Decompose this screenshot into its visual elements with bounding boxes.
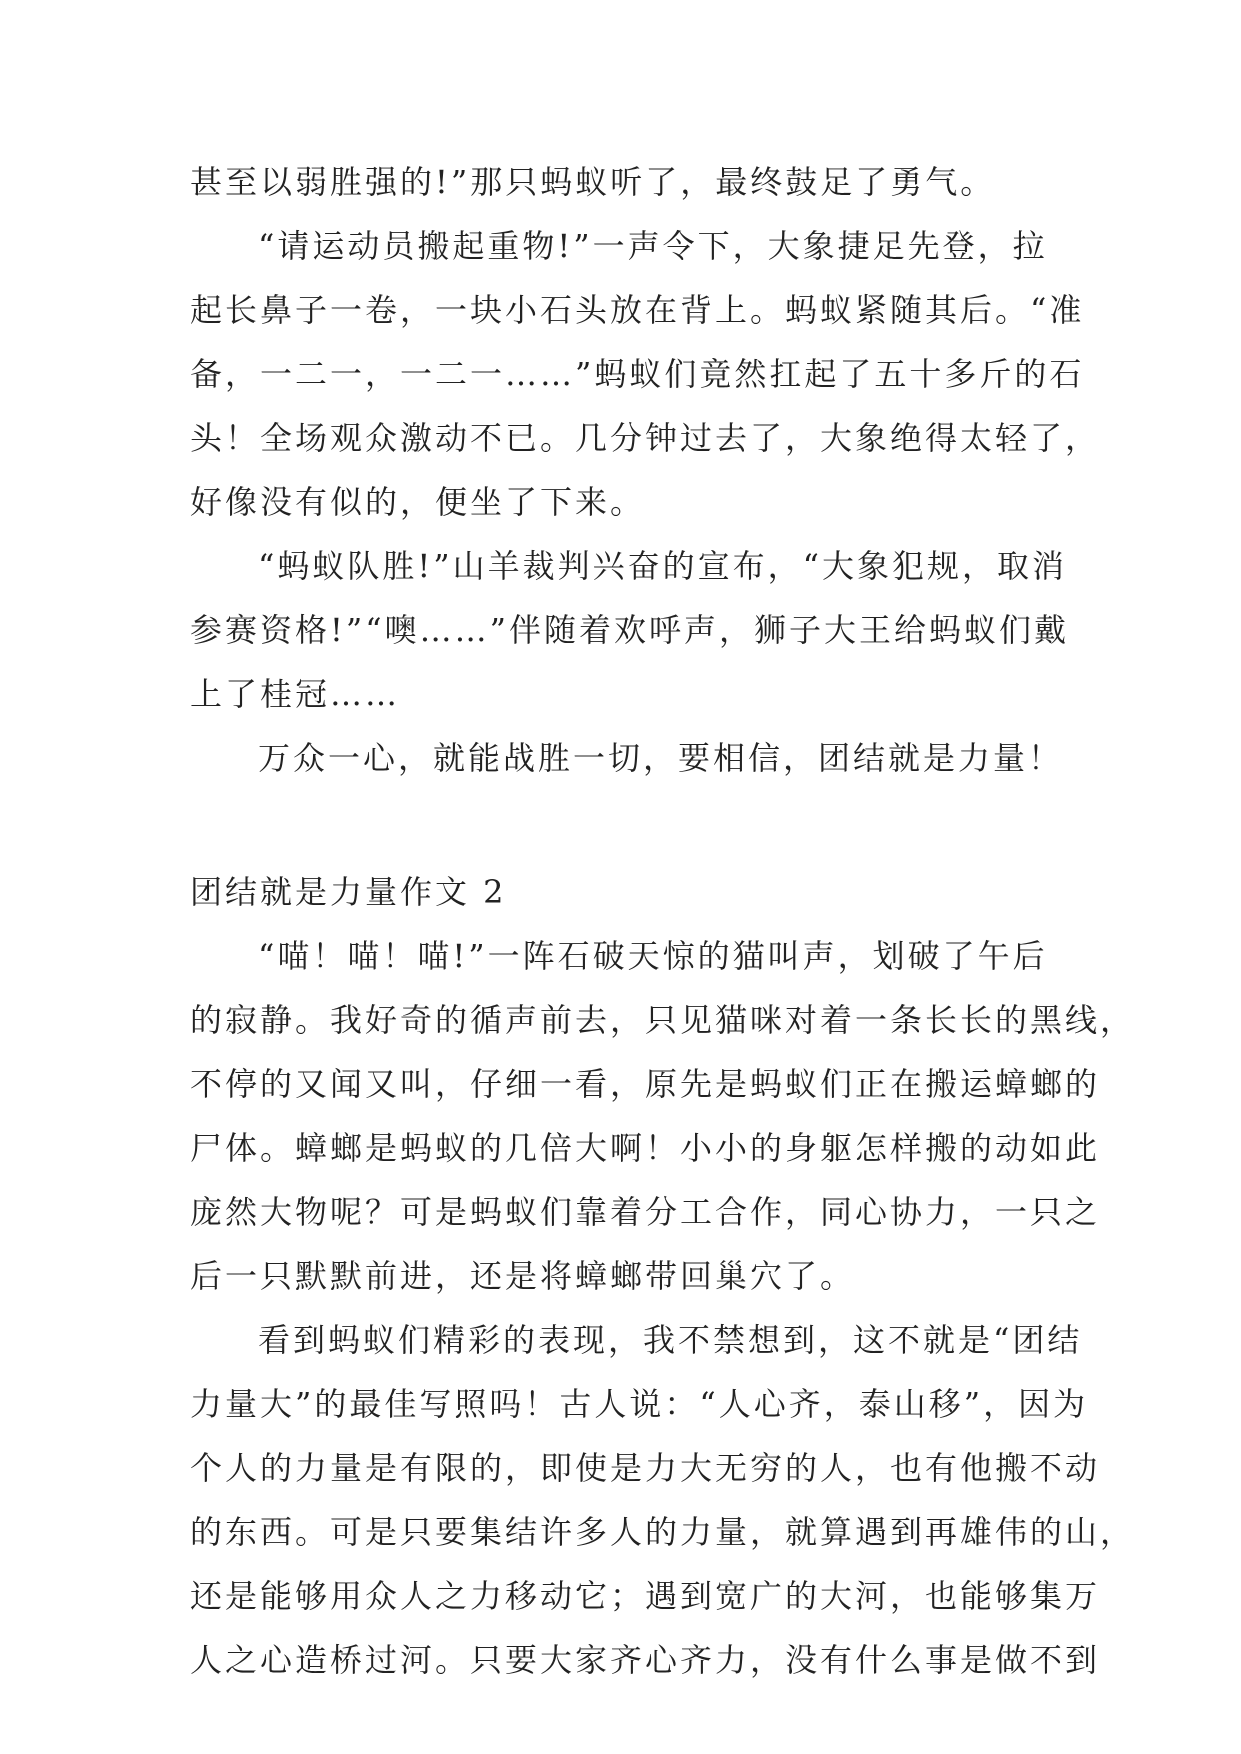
paragraph-line: 备，一二一，一二一……”蚂蚁们竟然扛起了五十多斤的石: [190, 355, 1085, 393]
paragraph-line: 好像没有似的，便坐了下来。: [190, 483, 646, 521]
paragraph-line: 起长鼻子一卷，一块小石头放在背上。蚂蚁紧随其后。“准: [190, 291, 1085, 329]
paragraph-line: “喵！喵！喵!”一阵石破天惊的猫叫声，划破了午后: [258, 937, 1048, 975]
paragraph-line: 个人的力量是有限的，即使是力大无穷的人，也有他搬不动: [190, 1449, 1101, 1487]
paragraph-line: “蚂蚁队胜!”山羊裁判兴奋的宣布，“大象犯规，取消: [258, 547, 1067, 585]
paragraph-line: 头！全场观众激动不已。几分钟过去了，大象绝得太轻了，: [190, 419, 1101, 457]
paragraph-line: 甚至以弱胜强的!”那只蚂蚁听了，最终鼓足了勇气。: [190, 163, 996, 201]
paragraph-line: 庞然大物呢？可是蚂蚁们靠着分工合作，同心协力，一只之: [190, 1193, 1101, 1231]
section-title: 团结就是力量作文 2: [190, 873, 507, 911]
paragraph-line: 的东西。可是只要集结许多人的力量，就算遇到再雄伟的山，: [190, 1513, 1136, 1551]
section-spacer: [190, 790, 1050, 860]
paragraph-line: 参赛资格!”“噢……”伴随着欢呼声，狮子大王给蚂蚁们戴: [190, 611, 1069, 649]
paragraph-line: 尸体。蟑螂是蚂蚁的几倍大啊！小小的身躯怎样搬的动如此: [190, 1129, 1101, 1167]
paragraph-line: 力量大”的最佳写照吗！古人说：“人心齐，泰山移”，因为: [190, 1385, 1089, 1423]
paragraph-line: 看到蚂蚁们精彩的表现，我不禁想到，这不就是“团结: [258, 1321, 1083, 1359]
paragraph-line: 不停的又闻又叫，仔细一看，原先是蚂蚁们正在搬运蟑螂的: [190, 1065, 1101, 1103]
paragraph-line: 上了桂冠……: [190, 675, 401, 713]
paragraph-line: 人之心造桥过河。只要大家齐心齐力，没有什么事是做不到: [190, 1641, 1101, 1679]
paragraph-line: 还是能够用众人之力移动它；遇到宽广的大河，也能够集万: [190, 1577, 1101, 1615]
essay-body: [190, 150, 1136, 1692]
paragraph-line: 万众一心，就能战胜一切，要相信，团结就是力量！: [258, 739, 1064, 777]
paragraph-line: 的寂静。我好奇的循声前去，只见猫咪对着一条长长的黑线，: [190, 1001, 1136, 1039]
paragraph-line: 后一只默默前进，还是将蟑螂带回巢穴了。: [190, 1257, 856, 1295]
paragraph-line: “请运动员搬起重物!”一声令下，大象捷足先登，拉: [258, 227, 1048, 265]
